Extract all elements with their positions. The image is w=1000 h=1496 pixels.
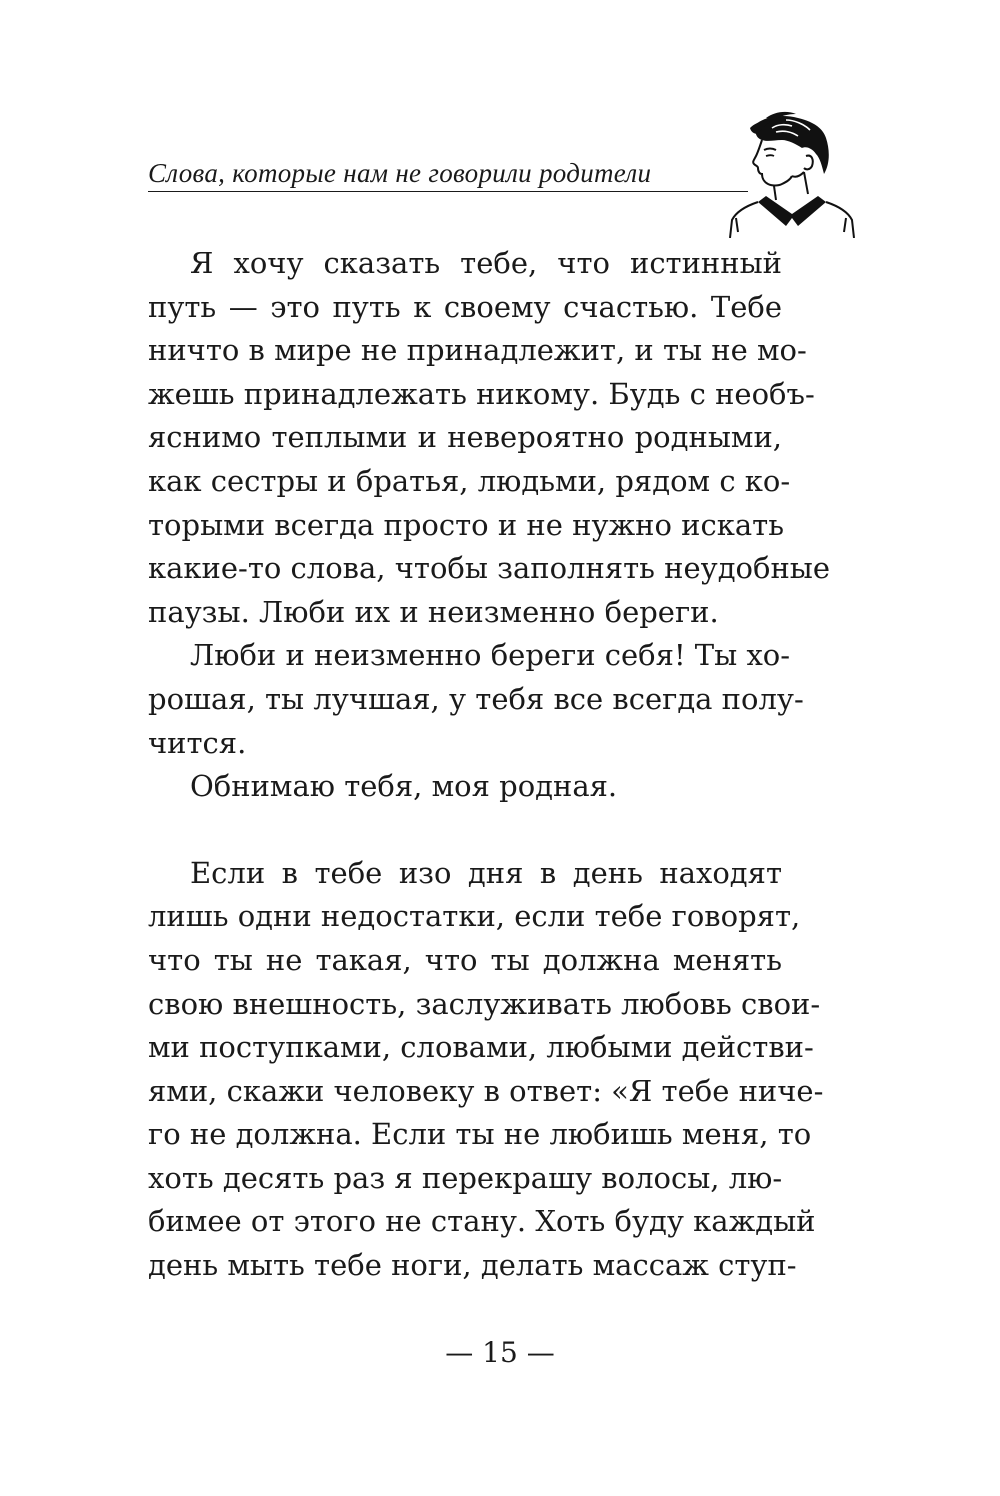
text-line: Люби и неизменно береги себя! Ты хо- <box>190 638 791 673</box>
text-line: яснимо теплыми и невероятно родными, <box>148 420 782 455</box>
page-header <box>148 110 858 240</box>
text-line: какие-то слова, чтобы заполнять неудобные <box>148 551 831 586</box>
text-line: Если в тебе изо дня в день находят <box>190 855 782 890</box>
text-line: ми поступками, словами, любыми действи- <box>148 1030 814 1065</box>
running-title: Слова, которые нам не говорили родители <box>148 158 652 188</box>
text-line: Обнимаю тебя, моя родная. <box>190 769 618 804</box>
text-line: ничто в мире не принадлежит, и ты не мо- <box>148 333 807 368</box>
text-line: рошая, ты лучшая, у тебя все всегда полу- <box>148 681 804 716</box>
text-line: паузы. Люби их и неизменно береги. <box>148 594 719 629</box>
paragraph-2 <box>148 634 804 765</box>
text-line: жешь принадлежать никому. Будь с необъ- <box>148 376 815 411</box>
paragraph-3 <box>148 765 782 809</box>
text-line: как сестры и братья, людьми, рядом с ко- <box>148 463 791 498</box>
text-line: свою внешность, заслуживать любовь свои- <box>148 986 821 1021</box>
text-line: торыми всегда просто и не нужно искать <box>148 507 785 542</box>
text-line: день мыть тебе ноги, делать массаж ступ- <box>148 1248 797 1283</box>
section-gap <box>148 809 782 852</box>
text-line: Я хочу сказать тебе, что истинный <box>190 246 782 280</box>
text-line: путь — это путь к своему счастью. Тебе <box>148 289 782 324</box>
text-line: лишь одни недостатки, если тебе говорят, <box>148 899 801 934</box>
text-line: ями, скажи человеку в ответ: «Я тебе ниче- <box>148 1073 824 1108</box>
paragraph-4 <box>148 852 824 1288</box>
text-line: что ты не такая, что ты должна менять <box>148 942 782 977</box>
text-line: хоть десять раз я перекрашу волосы, лю- <box>148 1160 783 1195</box>
paragraph-1 <box>148 242 831 634</box>
text-line: чится. <box>148 725 247 760</box>
page-number: — 15 — <box>445 1336 555 1369</box>
text-line: го не должна. Если ты не любишь меня, то <box>148 1117 812 1152</box>
text-line: бимее от этого не стану. Хоть буду каждый <box>148 1204 816 1239</box>
body-text <box>148 242 831 1288</box>
man-portrait-icon <box>726 110 858 238</box>
header-rule <box>148 191 748 192</box>
